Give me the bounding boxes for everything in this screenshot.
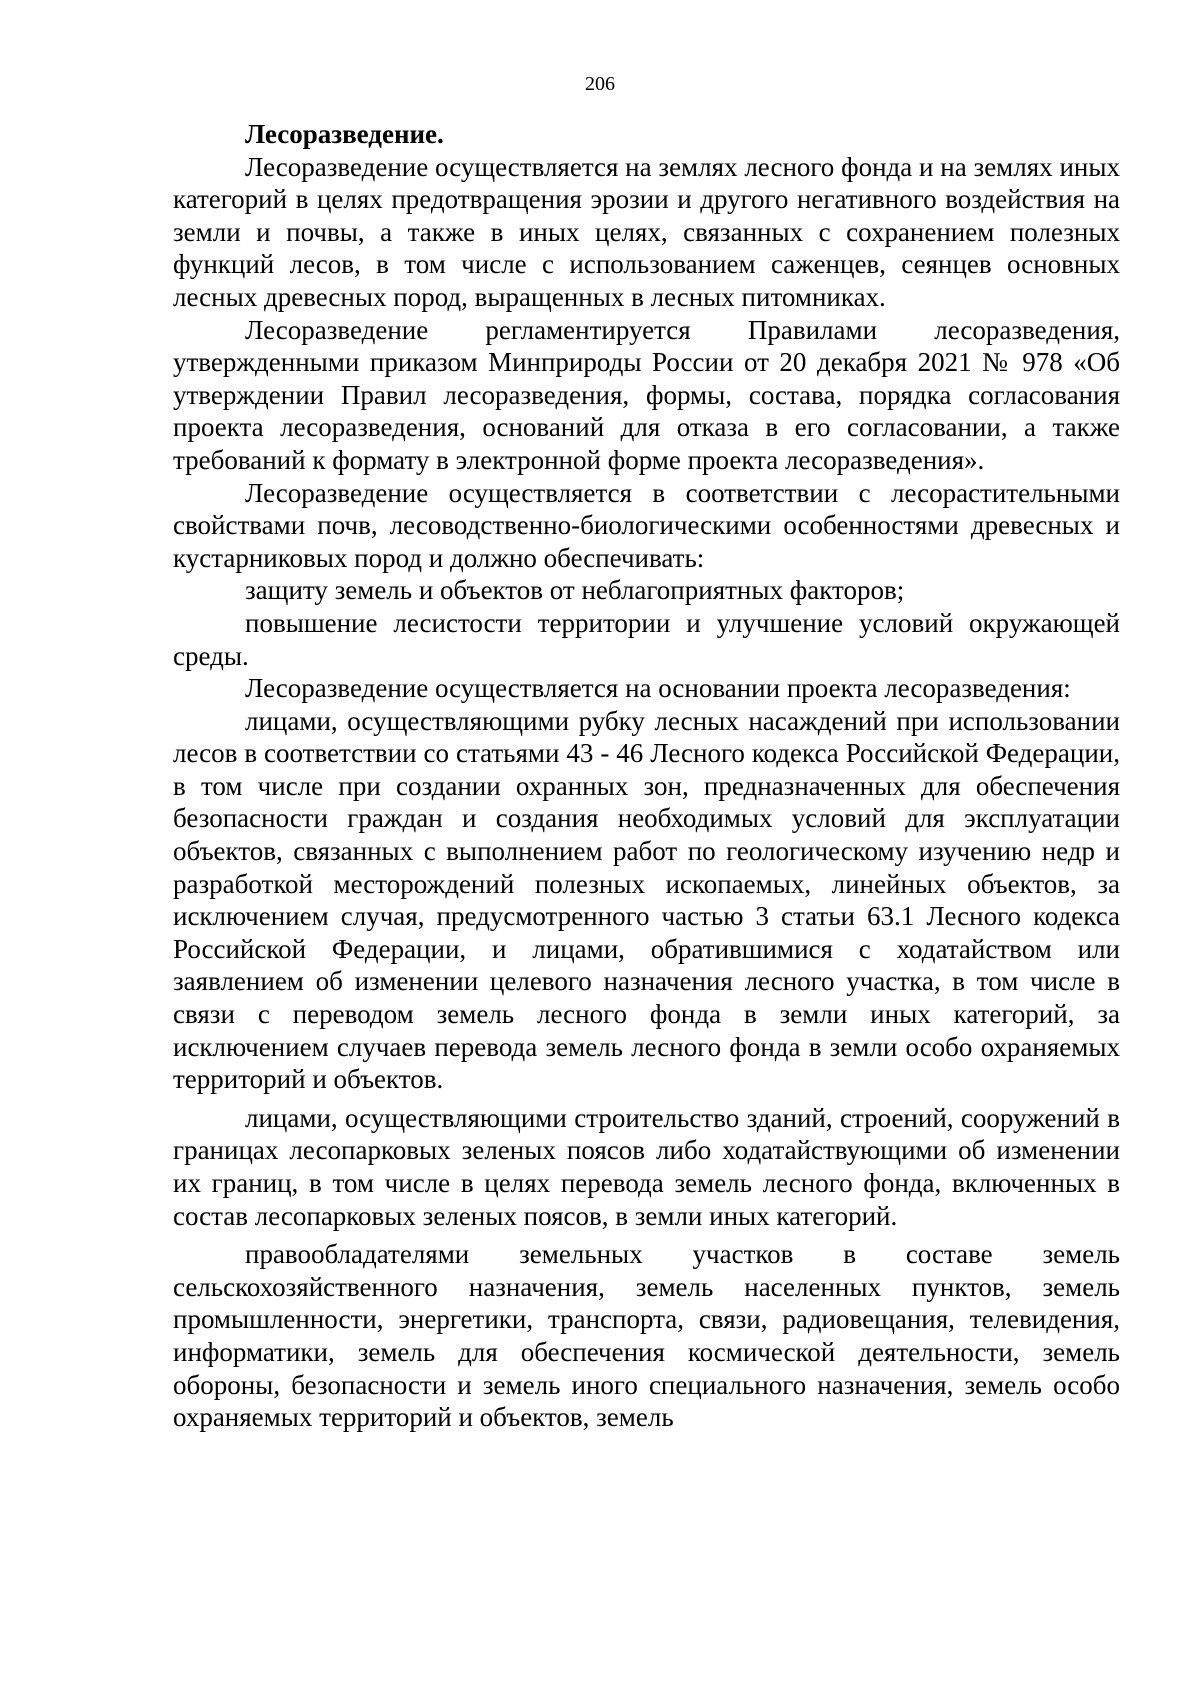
section-heading: Лесоразведение. — [245, 119, 444, 149]
paragraph-forest-cover-increase: повышение лесистости территории и улучшение условий окружающей среды. — [173, 607, 1120, 671]
page-number: 206 — [585, 73, 615, 95]
paragraph-protection-of-lands: защиту земель и объектов от неблагоприятных факторов; — [245, 575, 905, 606]
paragraph-persons-construction: лицами, осуществляющими строительство зданий, строений, сооружений в границах лесопарковых зеленых поясов либо ходатайствующими об изменении их границ, в том числе в целях перевода земель лесного фонда, включенных в состав лесопарковых зеленых поясов, в земли иных категорий. — [173, 1102, 1120, 1231]
paragraph-afforestation-rules: Лесоразведение регламентируется Правилами лесоразведения, утвержденными приказом Минприроды России от 20 декабря 2021 № 978 «Об утверждении Правил лесоразведения, формы, состава, порядка согласования проекта лесоразведения, оснований для отказа в его согласовании, а также требований к формату в электронной форме проекта лесоразведения». — [173, 314, 1120, 475]
paragraph-land-rightholders: правообладателями земельных участков в составе земель сельскохозяйственного назначения, земель населенных пунктов, земель промышленности, энергетики, транспорта, связи, радиовещания, телевидения, информатики, земель для обеспечения космической деятельности, земель обороны, безопасности и земель иного специального назначения, земель особо охраняемых территорий и объектов, земель — [173, 1239, 1120, 1433]
paragraph-afforestation-purpose: Лесоразведение осуществляется на землях лесного фонда и на землях иных категорий в целях предотвращения эрозии и другого негативного воздействия на земли и почвы, а также в иных целях, связанных с сохранением полезных функций лесов, в том числе с использованием саженцев, сеянцев основных лесных древесных пород, выращенных в лесных питомниках. — [173, 151, 1120, 312]
paragraph-persons-felling: лицами, осуществляющими рубку лесных насаждений при использовании лесов в соответствии со статьями 43 - 46 Лесного кодекса Российской Федерации, в том числе при создании охранных зон, предназначенных для обеспечения безопасности граждан и создания необходимых условий для эксплуатации объектов, связанных с выполнением работ по геологическому изучению недр и разработкой месторождений полезных ископаемых, линейных объектов, за исключением случая, предусмотренного частью 3 статьи 63.1 Лесного кодекса Российской Федерации, и лицами, обратившимися с ходатайством или заявлением об изменении целевого назначения лесного участка, в том числе в связи с переводом земель лесного фонда в земли иных категорий, за исключением случаев перевода земель лесного фонда в земли особо охраняемых территорий и объектов. — [173, 705, 1120, 1095]
paragraph-afforestation-requirements: Лесоразведение осуществляется в соответствии с лесорастительными свойствами почв, лесоводственно-биологическими особенностями древесных и кустарниковых пород и должно обеспечивать: — [173, 477, 1120, 573]
document-body — [173, 118, 1120, 1434]
paragraph-afforestation-project-basis: Лесоразведение осуществляется на основании проекта лесоразведения: — [245, 673, 1071, 704]
